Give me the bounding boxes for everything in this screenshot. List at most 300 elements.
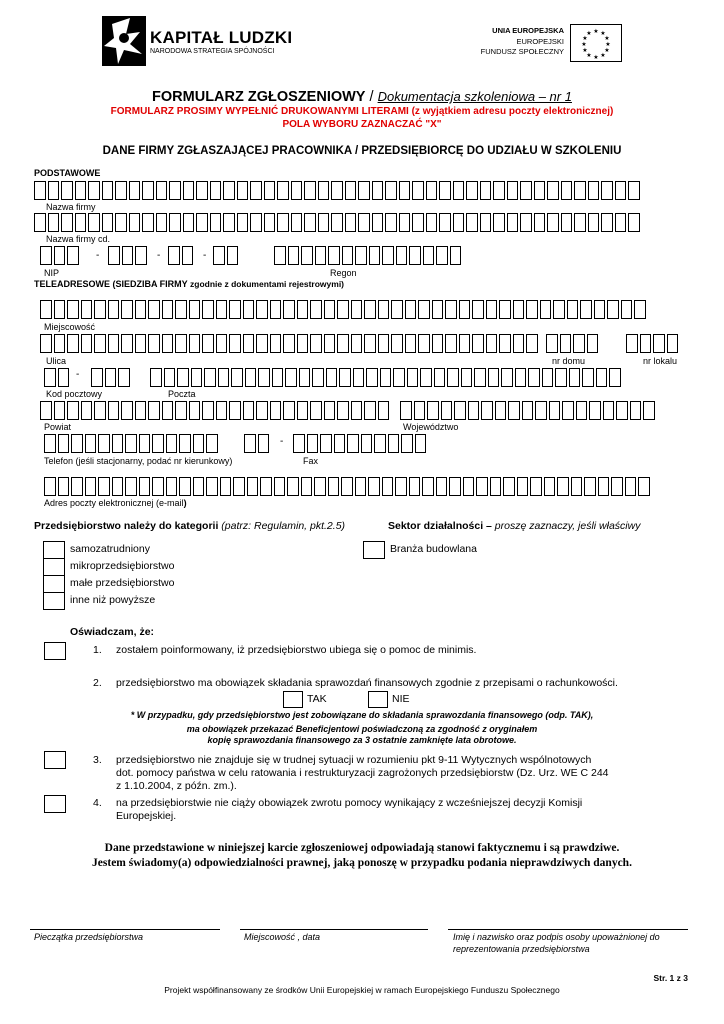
char-box[interactable]	[507, 181, 519, 200]
char-box[interactable]	[75, 181, 87, 200]
char-box[interactable]	[409, 246, 421, 265]
char-box[interactable]	[542, 368, 554, 387]
char-box[interactable]	[407, 368, 419, 387]
nip-field-4[interactable]	[213, 246, 240, 265]
sector-checkbox-construction[interactable]	[363, 541, 385, 559]
street-field[interactable]	[40, 334, 540, 353]
char-box[interactable]	[405, 334, 417, 353]
char-box[interactable]	[441, 401, 453, 420]
char-box[interactable]	[297, 334, 309, 353]
char-box[interactable]	[310, 401, 322, 420]
char-box[interactable]	[427, 401, 439, 420]
char-box[interactable]	[609, 368, 621, 387]
char-box[interactable]	[270, 300, 282, 319]
char-box[interactable]	[341, 477, 353, 496]
char-box[interactable]	[40, 246, 52, 265]
char-box[interactable]	[168, 246, 180, 265]
char-box[interactable]	[355, 477, 367, 496]
char-box[interactable]	[601, 181, 613, 200]
char-box[interactable]	[189, 401, 201, 420]
char-box[interactable]	[156, 181, 168, 200]
char-box[interactable]	[175, 300, 187, 319]
char-box[interactable]	[445, 334, 457, 353]
char-box[interactable]	[135, 401, 147, 420]
char-box[interactable]	[414, 401, 426, 420]
char-box[interactable]	[495, 401, 507, 420]
char-box[interactable]	[264, 213, 276, 232]
char-box[interactable]	[299, 368, 311, 387]
char-box[interactable]	[615, 181, 627, 200]
char-box[interactable]	[459, 300, 471, 319]
char-box[interactable]	[388, 434, 400, 453]
flat-no-field[interactable]	[626, 334, 680, 353]
char-box[interactable]	[526, 334, 538, 353]
char-box[interactable]	[391, 334, 403, 353]
char-box[interactable]	[218, 368, 230, 387]
char-box[interactable]	[520, 213, 532, 232]
email-field[interactable]	[44, 477, 652, 496]
char-box[interactable]	[337, 334, 349, 353]
char-box[interactable]	[183, 181, 195, 200]
char-box[interactable]	[507, 213, 519, 232]
char-box[interactable]	[472, 300, 484, 319]
char-box[interactable]	[121, 300, 133, 319]
company-name-field[interactable]	[34, 181, 642, 200]
char-box[interactable]	[454, 401, 466, 420]
char-box[interactable]	[603, 401, 615, 420]
char-box[interactable]	[337, 401, 349, 420]
char-box[interactable]	[345, 213, 357, 232]
char-box[interactable]	[667, 334, 679, 353]
char-box[interactable]	[169, 181, 181, 200]
char-box[interactable]	[472, 334, 484, 353]
char-box[interactable]	[152, 477, 164, 496]
char-box[interactable]	[643, 401, 655, 420]
char-box[interactable]	[150, 368, 162, 387]
char-box[interactable]	[175, 401, 187, 420]
char-box[interactable]	[297, 401, 309, 420]
char-box[interactable]	[493, 181, 505, 200]
char-box[interactable]	[94, 401, 106, 420]
char-box[interactable]	[243, 300, 255, 319]
declaration-3-checkbox[interactable]	[44, 751, 66, 769]
char-box[interactable]	[569, 368, 581, 387]
char-box[interactable]	[535, 401, 547, 420]
char-box[interactable]	[169, 213, 181, 232]
char-box[interactable]	[351, 334, 363, 353]
char-box[interactable]	[256, 300, 268, 319]
char-box[interactable]	[432, 300, 444, 319]
char-box[interactable]	[318, 181, 330, 200]
char-box[interactable]	[85, 477, 97, 496]
char-box[interactable]	[148, 401, 160, 420]
char-box[interactable]	[162, 300, 174, 319]
char-box[interactable]	[196, 213, 208, 232]
char-box[interactable]	[210, 213, 222, 232]
char-box[interactable]	[291, 181, 303, 200]
char-box[interactable]	[582, 368, 594, 387]
char-box[interactable]	[445, 300, 457, 319]
char-box[interactable]	[112, 477, 124, 496]
char-box[interactable]	[459, 334, 471, 353]
char-box[interactable]	[166, 477, 178, 496]
char-box[interactable]	[420, 368, 432, 387]
char-box[interactable]	[508, 401, 520, 420]
char-box[interactable]	[490, 477, 502, 496]
char-box[interactable]	[213, 246, 225, 265]
char-box[interactable]	[229, 300, 241, 319]
char-box[interactable]	[331, 213, 343, 232]
char-box[interactable]	[653, 334, 665, 353]
char-box[interactable]	[626, 334, 638, 353]
company-name-cont-field[interactable]	[34, 213, 642, 232]
char-box[interactable]	[88, 213, 100, 232]
char-box[interactable]	[364, 401, 376, 420]
declaration-2-no-checkbox[interactable]	[368, 691, 388, 708]
char-box[interactable]	[499, 334, 511, 353]
char-box[interactable]	[139, 477, 151, 496]
char-box[interactable]	[312, 368, 324, 387]
char-box[interactable]	[372, 213, 384, 232]
char-box[interactable]	[345, 181, 357, 200]
char-box[interactable]	[449, 477, 461, 496]
char-box[interactable]	[405, 300, 417, 319]
char-box[interactable]	[179, 477, 191, 496]
char-box[interactable]	[628, 213, 640, 232]
char-box[interactable]	[44, 477, 56, 496]
char-box[interactable]	[250, 181, 262, 200]
char-box[interactable]	[152, 434, 164, 453]
char-box[interactable]	[118, 368, 130, 387]
char-box[interactable]	[304, 181, 316, 200]
char-box[interactable]	[293, 434, 305, 453]
char-box[interactable]	[366, 368, 378, 387]
char-box[interactable]	[277, 181, 289, 200]
char-box[interactable]	[540, 300, 552, 319]
char-box[interactable]	[272, 368, 284, 387]
char-box[interactable]	[233, 477, 245, 496]
char-box[interactable]	[400, 401, 412, 420]
char-box[interactable]	[584, 477, 596, 496]
char-box[interactable]	[135, 246, 147, 265]
nip-field-3[interactable]	[168, 246, 195, 265]
postal-code-field-2[interactable]	[91, 368, 132, 387]
char-box[interactable]	[270, 401, 282, 420]
char-box[interactable]	[434, 368, 446, 387]
char-box[interactable]	[34, 181, 46, 200]
char-box[interactable]	[81, 401, 93, 420]
char-box[interactable]	[148, 300, 160, 319]
char-box[interactable]	[301, 246, 313, 265]
char-box[interactable]	[307, 434, 319, 453]
char-box[interactable]	[385, 181, 397, 200]
char-box[interactable]	[432, 334, 444, 353]
char-box[interactable]	[339, 368, 351, 387]
char-box[interactable]	[337, 300, 349, 319]
char-box[interactable]	[285, 368, 297, 387]
char-box[interactable]	[258, 368, 270, 387]
char-box[interactable]	[244, 434, 256, 453]
char-box[interactable]	[328, 477, 340, 496]
char-box[interactable]	[229, 401, 241, 420]
char-box[interactable]	[399, 213, 411, 232]
char-box[interactable]	[44, 434, 56, 453]
char-box[interactable]	[638, 477, 650, 496]
char-box[interactable]	[364, 300, 376, 319]
char-box[interactable]	[243, 401, 255, 420]
char-box[interactable]	[91, 368, 103, 387]
char-box[interactable]	[557, 477, 569, 496]
char-box[interactable]	[71, 434, 83, 453]
char-box[interactable]	[193, 434, 205, 453]
char-box[interactable]	[415, 434, 427, 453]
char-box[interactable]	[328, 246, 340, 265]
char-box[interactable]	[129, 213, 141, 232]
county-field[interactable]	[40, 401, 391, 420]
category-checkbox-micro[interactable]	[43, 558, 65, 576]
char-box[interactable]	[108, 246, 120, 265]
char-box[interactable]	[283, 401, 295, 420]
char-box[interactable]	[601, 213, 613, 232]
postal-code-field[interactable]	[44, 368, 71, 387]
char-box[interactable]	[182, 246, 194, 265]
char-box[interactable]	[395, 477, 407, 496]
char-box[interactable]	[616, 401, 628, 420]
char-box[interactable]	[574, 181, 586, 200]
char-box[interactable]	[453, 181, 465, 200]
char-box[interactable]	[81, 334, 93, 353]
char-box[interactable]	[567, 300, 579, 319]
char-box[interactable]	[353, 368, 365, 387]
char-box[interactable]	[216, 334, 228, 353]
char-box[interactable]	[553, 300, 565, 319]
char-box[interactable]	[177, 368, 189, 387]
char-box[interactable]	[54, 300, 66, 319]
char-box[interactable]	[436, 246, 448, 265]
char-box[interactable]	[81, 300, 93, 319]
char-box[interactable]	[88, 181, 100, 200]
char-box[interactable]	[108, 300, 120, 319]
declaration-2-yes-checkbox[interactable]	[283, 691, 303, 708]
char-box[interactable]	[297, 300, 309, 319]
char-box[interactable]	[67, 246, 79, 265]
char-box[interactable]	[369, 246, 381, 265]
char-box[interactable]	[135, 300, 147, 319]
regon-field[interactable]	[274, 246, 463, 265]
char-box[interactable]	[546, 334, 558, 353]
char-box[interactable]	[108, 401, 120, 420]
char-box[interactable]	[534, 181, 546, 200]
char-box[interactable]	[634, 300, 646, 319]
char-box[interactable]	[324, 300, 336, 319]
char-box[interactable]	[326, 368, 338, 387]
char-box[interactable]	[314, 477, 326, 496]
char-box[interactable]	[513, 334, 525, 353]
category-checkbox-small[interactable]	[43, 575, 65, 593]
char-box[interactable]	[61, 213, 73, 232]
char-box[interactable]	[115, 213, 127, 232]
char-box[interactable]	[164, 368, 176, 387]
char-box[interactable]	[368, 477, 380, 496]
char-box[interactable]	[288, 246, 300, 265]
char-box[interactable]	[223, 213, 235, 232]
char-box[interactable]	[372, 181, 384, 200]
char-box[interactable]	[40, 334, 52, 353]
char-box[interactable]	[393, 368, 405, 387]
char-box[interactable]	[587, 334, 599, 353]
char-box[interactable]	[44, 368, 56, 387]
char-box[interactable]	[256, 401, 268, 420]
char-box[interactable]	[196, 181, 208, 200]
char-box[interactable]	[67, 300, 79, 319]
char-box[interactable]	[237, 213, 249, 232]
char-box[interactable]	[358, 213, 370, 232]
char-box[interactable]	[380, 368, 392, 387]
char-box[interactable]	[594, 300, 606, 319]
char-box[interactable]	[480, 213, 492, 232]
fax-field[interactable]	[293, 434, 428, 453]
char-box[interactable]	[274, 477, 286, 496]
char-box[interactable]	[382, 477, 394, 496]
char-box[interactable]	[588, 213, 600, 232]
char-box[interactable]	[534, 213, 546, 232]
char-box[interactable]	[142, 181, 154, 200]
char-box[interactable]	[422, 477, 434, 496]
char-box[interactable]	[426, 181, 438, 200]
char-box[interactable]	[378, 401, 390, 420]
char-box[interactable]	[61, 181, 73, 200]
char-box[interactable]	[461, 368, 473, 387]
char-box[interactable]	[351, 401, 363, 420]
char-box[interactable]	[598, 477, 610, 496]
char-box[interactable]	[488, 368, 500, 387]
char-box[interactable]	[206, 477, 218, 496]
char-box[interactable]	[98, 477, 110, 496]
char-box[interactable]	[291, 213, 303, 232]
char-box[interactable]	[283, 300, 295, 319]
char-box[interactable]	[243, 334, 255, 353]
char-box[interactable]	[486, 300, 498, 319]
char-box[interactable]	[210, 181, 222, 200]
char-box[interactable]	[48, 213, 60, 232]
char-box[interactable]	[315, 246, 327, 265]
char-box[interactable]	[468, 401, 480, 420]
char-box[interactable]	[58, 477, 70, 496]
char-box[interactable]	[283, 334, 295, 353]
char-box[interactable]	[48, 181, 60, 200]
char-box[interactable]	[256, 334, 268, 353]
char-box[interactable]	[630, 401, 642, 420]
char-box[interactable]	[501, 368, 513, 387]
char-box[interactable]	[361, 434, 373, 453]
char-box[interactable]	[320, 434, 332, 453]
char-box[interactable]	[34, 213, 46, 232]
char-box[interactable]	[121, 334, 133, 353]
char-box[interactable]	[247, 477, 259, 496]
char-box[interactable]	[54, 401, 66, 420]
char-box[interactable]	[562, 401, 574, 420]
char-box[interactable]	[102, 181, 114, 200]
category-checkbox-self-employed[interactable]	[43, 541, 65, 559]
char-box[interactable]	[258, 434, 270, 453]
char-box[interactable]	[75, 213, 87, 232]
char-box[interactable]	[71, 477, 83, 496]
char-box[interactable]	[530, 477, 542, 496]
char-box[interactable]	[277, 213, 289, 232]
char-box[interactable]	[310, 300, 322, 319]
char-box[interactable]	[142, 213, 154, 232]
char-box[interactable]	[547, 213, 559, 232]
char-box[interactable]	[589, 401, 601, 420]
char-box[interactable]	[115, 181, 127, 200]
char-box[interactable]	[125, 434, 137, 453]
char-box[interactable]	[574, 213, 586, 232]
char-box[interactable]	[231, 368, 243, 387]
char-box[interactable]	[148, 334, 160, 353]
char-box[interactable]	[67, 334, 79, 353]
char-box[interactable]	[499, 300, 511, 319]
char-box[interactable]	[544, 477, 556, 496]
post-office-field[interactable]	[150, 368, 623, 387]
char-box[interactable]	[351, 300, 363, 319]
nip-field-2[interactable]	[108, 246, 149, 265]
char-box[interactable]	[358, 181, 370, 200]
char-box[interactable]	[179, 434, 191, 453]
char-box[interactable]	[399, 181, 411, 200]
char-box[interactable]	[517, 477, 529, 496]
char-box[interactable]	[561, 213, 573, 232]
char-box[interactable]	[466, 181, 478, 200]
char-box[interactable]	[364, 334, 376, 353]
char-box[interactable]	[220, 477, 232, 496]
char-box[interactable]	[334, 434, 346, 453]
char-box[interactable]	[391, 300, 403, 319]
char-box[interactable]	[555, 368, 567, 387]
char-box[interactable]	[40, 401, 52, 420]
char-box[interactable]	[450, 246, 462, 265]
char-box[interactable]	[439, 181, 451, 200]
char-box[interactable]	[206, 434, 218, 453]
char-box[interactable]	[202, 334, 214, 353]
char-box[interactable]	[378, 334, 390, 353]
char-box[interactable]	[342, 246, 354, 265]
char-box[interactable]	[162, 401, 174, 420]
char-box[interactable]	[162, 334, 174, 353]
nip-field[interactable]	[40, 246, 81, 265]
char-box[interactable]	[412, 181, 424, 200]
char-box[interactable]	[439, 213, 451, 232]
voivodeship-field[interactable]	[400, 401, 657, 420]
char-box[interactable]	[223, 181, 235, 200]
char-box[interactable]	[108, 334, 120, 353]
char-box[interactable]	[480, 181, 492, 200]
char-box[interactable]	[526, 300, 538, 319]
char-box[interactable]	[58, 368, 70, 387]
char-box[interactable]	[245, 368, 257, 387]
house-no-field[interactable]	[546, 334, 600, 353]
fax-area-field[interactable]	[244, 434, 271, 453]
char-box[interactable]	[385, 213, 397, 232]
char-box[interactable]	[202, 401, 214, 420]
char-box[interactable]	[447, 368, 459, 387]
char-box[interactable]	[301, 477, 313, 496]
char-box[interactable]	[401, 434, 413, 453]
char-box[interactable]	[528, 368, 540, 387]
char-box[interactable]	[135, 334, 147, 353]
char-box[interactable]	[202, 300, 214, 319]
char-box[interactable]	[382, 246, 394, 265]
char-box[interactable]	[476, 477, 488, 496]
